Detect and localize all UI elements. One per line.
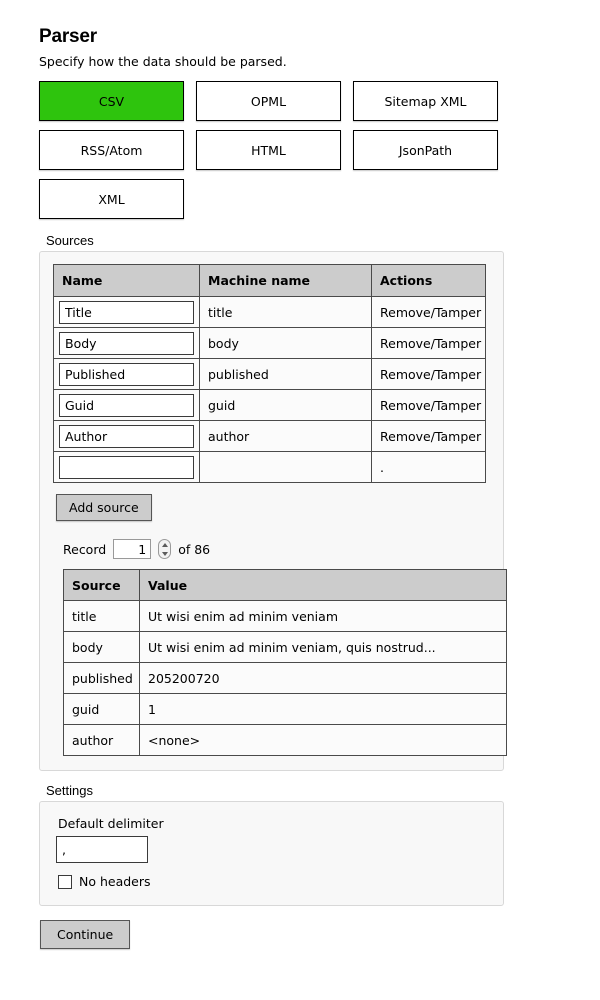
source-name-input[interactable] [59,425,194,448]
parser-type-html-label: HTML [251,142,286,158]
sources-table [53,264,486,483]
no-headers-label: No headers [79,874,151,889]
table-row [54,390,486,421]
delimiter-input[interactable] [56,836,148,863]
source-name-cell [54,359,200,390]
record-value-cell: 1 [140,694,507,725]
source-actions-cell[interactable]: Remove/Tamper [372,390,486,421]
add-source-button[interactable]: Add source [56,494,152,521]
parser-type-jsonpath-label: JsonPath [398,142,453,158]
source-machine-name-cell: title [200,297,372,328]
source-machine-name-cell: guid [200,390,372,421]
record-table-header-row [64,570,507,601]
continue-button[interactable]: Continue [40,920,130,949]
source-actions-cell[interactable]: Remove/Tamper [372,328,486,359]
page-subtitle: Specify how the data should be parsed. [39,54,287,69]
parser-type-rss-atom[interactable] [39,130,184,170]
record-source-cell: guid [64,694,140,725]
source-machine-name-cell: published [200,359,372,390]
source-name-input[interactable] [59,332,194,355]
parser-type-html[interactable] [196,130,341,170]
parser-type-opml-label: OPML [250,93,287,109]
chevron-up-icon[interactable] [162,543,168,547]
record-col-source: Source [64,570,140,601]
sources-col-actions: Actions [372,265,486,297]
sources-fieldset [39,251,504,771]
source-name-input[interactable] [59,363,194,386]
record-number-input[interactable] [113,539,151,559]
record-value-cell: <none> [140,725,507,756]
no-headers-checkbox[interactable] [58,875,72,889]
source-machine-name-cell: body [200,328,372,359]
table-row [64,725,507,756]
record-source-cell: body [64,632,140,663]
parser-type-button-group [39,81,494,219]
record-value-cell: Ut wisi enim ad minim veniam, quis nostrud... [140,632,507,663]
record-navigator [63,539,491,559]
record-source-cell: published [64,663,140,694]
page-title: Parser [39,26,97,47]
table-row [54,297,486,328]
table-row-new [54,452,486,483]
table-row [64,632,507,663]
record-total-label: of 86 [178,541,211,557]
table-row [64,601,507,632]
parser-type-xml-label: XML [98,191,125,207]
source-actions-cell[interactable]: Remove/Tamper [372,359,486,390]
sources-col-name: Name [54,265,200,297]
parser-type-csv-label: CSV [98,93,125,109]
source-actions-cell[interactable]: Remove/Tamper [372,297,486,328]
source-name-input[interactable] [59,394,194,417]
table-row [64,694,507,725]
source-actions-cell-new: . [372,452,486,483]
record-source-cell: title [64,601,140,632]
parser-type-rss-atom-label: RSS/Atom [80,142,143,158]
record-value-cell: 205200720 [140,663,507,694]
settings-fieldset [39,801,504,906]
table-row [54,421,486,452]
sources-legend: Sources [46,233,94,248]
table-row [54,359,486,390]
parser-type-sitemap-xml[interactable] [353,81,498,121]
chevron-down-icon[interactable] [162,552,168,556]
source-name-cell [54,421,200,452]
source-machine-name-cell: author [200,421,372,452]
record-values-table [63,569,507,756]
source-name-input[interactable] [59,301,194,324]
parser-type-opml[interactable] [196,81,341,121]
parser-type-xml[interactable] [39,179,184,219]
sources-table-header-row [54,265,486,297]
source-name-cell-new [54,452,200,483]
settings-legend: Settings [46,783,93,798]
record-label: Record [63,541,107,557]
record-value-cell: Ut wisi enim ad minim veniam [140,601,507,632]
sources-col-machine-name: Machine name [200,265,372,297]
no-headers-row[interactable] [58,874,491,889]
table-row [64,663,507,694]
source-name-cell [54,297,200,328]
source-actions-cell[interactable]: Remove/Tamper [372,421,486,452]
source-machine-name-cell-new [200,452,372,483]
new-source-name-input[interactable] [59,456,194,479]
table-row [54,328,486,359]
source-name-cell [54,390,200,421]
record-col-value: Value [140,570,507,601]
source-name-cell [54,328,200,359]
delimiter-label: Default delimiter [58,816,164,831]
parser-type-csv[interactable] [39,81,184,121]
record-source-cell: author [64,725,140,756]
parser-type-sitemap-xml-label: Sitemap XML [384,93,467,109]
parser-type-jsonpath[interactable] [353,130,498,170]
record-stepper[interactable] [158,539,171,559]
